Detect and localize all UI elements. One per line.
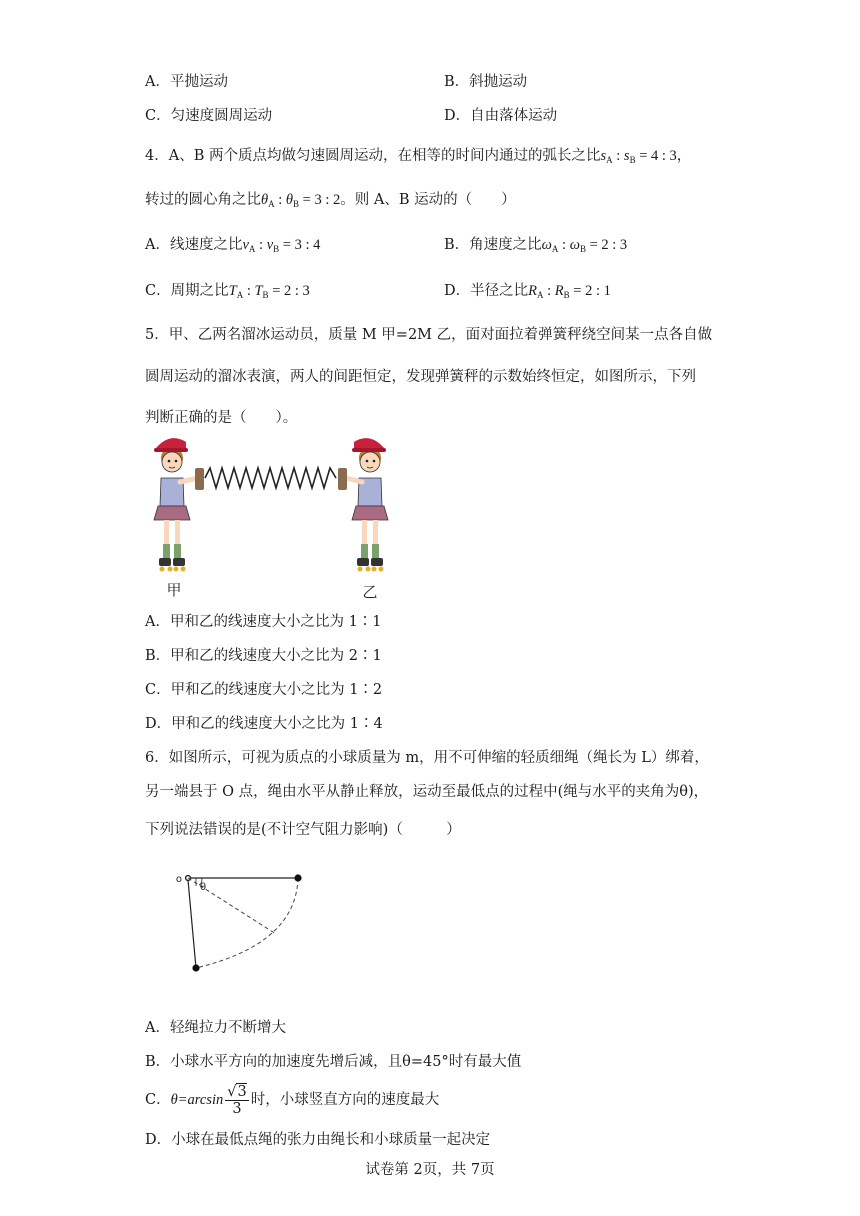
q4-option-a-label: A．线速度之比: [145, 237, 243, 253]
q4-option-d-math: $R_A$ : $R_B = 2$ : 1: [528, 283, 611, 300]
q4-option-b-label: B．角速度之比: [444, 237, 542, 253]
page-footer: 试卷第 2页，共 7页: [365, 1162, 495, 1178]
q4-option-a: [145, 235, 320, 259]
q6-option-c-denominator: 3: [232, 1100, 242, 1117]
q3-option-c: C．匀速度圆周运动: [145, 108, 273, 124]
ball-start: [294, 874, 301, 881]
q6-option-c: [145, 1082, 439, 1118]
q6-option-d: D．小球在最低点绳的张力由绳长和小球质量一起决定: [145, 1132, 491, 1148]
spring-scale: [205, 468, 336, 488]
q4-stem-question: 。则 A、B 运动的（ ）: [340, 192, 516, 208]
q6-figure-pendulum: [175, 864, 318, 984]
q5-stem-line3: 判断正确的是（ ）。: [145, 410, 298, 426]
q5-option-c: C．甲和乙的线速度大小之比为 1∶2: [145, 682, 383, 698]
q6-stem-line2: 另一端县于 O 点，绳由水平从静止释放，运动至最低点的过程中(绳与水平的夹角为θ)，: [145, 784, 709, 800]
q6-option-c-numerator: 3: [237, 1083, 247, 1100]
q4-stem-text2: 转过的圆心角之比: [145, 192, 261, 208]
q4-option-a-math: $v_A$ : $v_B = 3$ : 4: [242, 237, 321, 254]
q5-option-a: A．甲和乙的线速度大小之比为 1∶1: [145, 614, 382, 630]
skater-left: [154, 438, 204, 571]
q6-option-a: A．轻绳拉力不断增大: [145, 1020, 286, 1036]
q5-stem-line1: 5．甲、乙两名溜冰运动员，质量 M 甲=2M 乙，面对面拉着弹簧秤绕空间某一点各自做: [145, 327, 713, 343]
q6-option-c-text: 时，小球竖直方向的速度最大: [250, 1092, 440, 1108]
label-theta: θ: [200, 882, 207, 893]
q4-option-c-label: C．周期之比: [145, 283, 229, 299]
q5-option-b: B．甲和乙的线速度大小之比为 2∶1: [145, 648, 382, 664]
q4-option-c-math: $T_A$ : $T_B = 2$ : 3: [228, 283, 310, 300]
q6-option-c-label: C．: [145, 1092, 171, 1108]
q6-option-b: B．小球水平方向的加速度先增后减，且θ=45°时有最大值: [145, 1054, 522, 1070]
q4-option-d-label: D．半径之比: [444, 283, 529, 299]
q6-stem-line1: 6．如图所示，可视为质点的小球质量为 m，用不可伸缩的轻质细绳（绳长为 L）绑着，: [145, 750, 709, 766]
q4-option-c: [145, 281, 310, 305]
q4-stem-line2: [145, 190, 516, 214]
q5-stem-line2: 圆周运动的溜冰表演，两人的间距恒定，发现弹簧秤的示数始终恒定，如图所示，下列: [145, 369, 696, 385]
q3-option-a: A．平抛运动: [145, 74, 228, 90]
q4-option-b-math: $\omega_A$ : $\omega_B = 2$ : 3: [541, 237, 628, 254]
q4-option-b: [444, 235, 627, 259]
q3-option-d: D．自由落体运动: [444, 108, 558, 124]
skater-right: [338, 438, 388, 571]
q4-arc-ratio: $s_A$ : $s_B = 4$ : 3: [600, 148, 677, 165]
q4-option-d: [444, 281, 611, 305]
q5-figure-skaters: [150, 428, 400, 603]
q4-stem-line1: [145, 146, 691, 170]
label-o: o: [175, 874, 182, 885]
q5-option-d: D．甲和乙的线速度大小之比为 1∶4: [145, 716, 383, 732]
q4-stem-punct: ，: [676, 148, 692, 164]
q6-option-c-theta: θ=arcsin: [170, 1092, 224, 1108]
q4-stem-text: 4．A、B 两个质点均做匀速圆周运动，在相等的时间内通过的弧长之比: [145, 148, 601, 164]
ball-bottom: [192, 964, 199, 971]
q6-option-c-fraction: $\frac{√3}{3}$: [227, 1083, 247, 1117]
label-yi: 乙: [362, 583, 378, 601]
label-jia: 甲: [166, 581, 182, 599]
q4-angle-ratio: $\theta_A$ : $\theta_B = 3$ : 2: [261, 192, 341, 209]
q6-stem-line3: 下列说法错误的是(不计空气阻力影响)（ ）: [145, 822, 461, 838]
q3-option-b: B．斜抛运动: [444, 74, 528, 90]
